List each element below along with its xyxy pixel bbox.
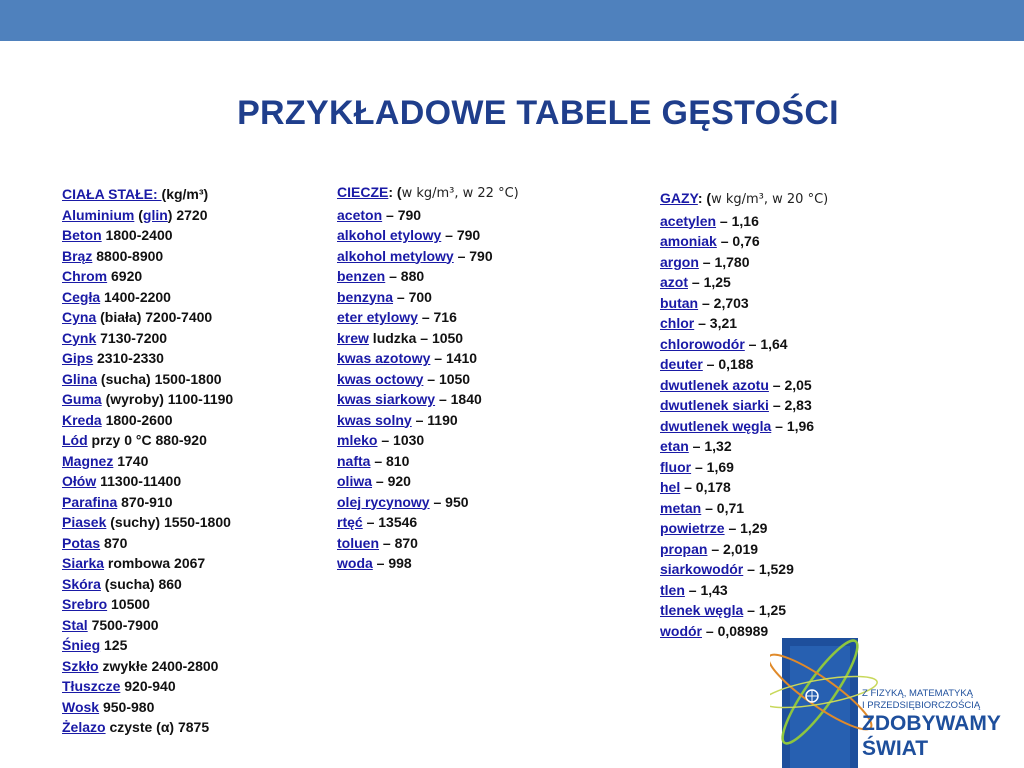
solid-item-link[interactable]: Potas (62, 534, 101, 551)
gas-item-link[interactable]: siarkowodór (660, 561, 744, 577)
solid-item-row (62, 676, 233, 697)
solid-item-row (62, 553, 233, 574)
liquid-item-row (337, 553, 519, 574)
solid-item-value: 2310-2330 (93, 350, 164, 366)
solid-item-value: 1800-2600 (101, 411, 173, 428)
liquid-item-row (337, 512, 519, 533)
solid-item-link[interactable]: Skóra (62, 575, 101, 592)
solid-item-value: 1400-2200 (100, 288, 171, 305)
liquid-item-row (337, 471, 519, 492)
gases-header-link[interactable]: GAZY (660, 190, 698, 206)
solid-item-link[interactable]: Glina (62, 370, 98, 387)
gas-item-value: – 1,69 (691, 458, 734, 475)
gas-item-value: – 0,08989 (702, 622, 769, 639)
liquid-item-row (337, 533, 519, 554)
liquid-item-value: – 950 (429, 493, 469, 510)
liquid-item-value: – 790 (382, 206, 422, 223)
gas-item-value: – 0,71 (701, 499, 745, 516)
liquids-header-link[interactable]: CIECZE (337, 184, 389, 200)
liquid-item-row (337, 389, 519, 410)
solid-item-link-secondary[interactable]: glin (142, 206, 168, 223)
gas-item-link[interactable]: argon (660, 253, 699, 270)
liquid-item-value: – 790 (441, 227, 481, 243)
gas-item-value: – 2,703 (698, 294, 749, 311)
solid-item-link[interactable]: Ołów (62, 473, 97, 489)
liquid-item-value: – 716 (417, 309, 457, 325)
solid-item-link[interactable]: Chrom (62, 268, 108, 284)
solid-item-row (62, 328, 233, 349)
solid-item-value: 870 (100, 534, 128, 551)
liquid-item-value: – 1050 (423, 370, 471, 387)
liquid-item-row (337, 369, 519, 390)
liquid-item-value: – 998 (372, 555, 412, 571)
solid-item-link[interactable]: Stal (62, 616, 88, 633)
liquid-item-value: – 1840 (435, 391, 482, 407)
gas-item-value: – 1,32 (688, 438, 732, 454)
page-title: PRZYKŁADOWE TABELE GĘSTOŚCI (237, 94, 839, 132)
gas-item-row (660, 395, 828, 416)
gas-item-link[interactable]: butan (660, 294, 699, 311)
solid-item-value: 7130-7200 (96, 329, 168, 346)
logo-line-1: Z FIZYKĄ, MATEMATYKĄ (862, 688, 974, 699)
liquid-item-link[interactable]: eter etylowy (337, 309, 418, 325)
solid-item-row (62, 533, 233, 554)
liquid-item-row (337, 225, 519, 246)
gas-item-row (660, 334, 828, 355)
solid-item-value: (wyroby) 1100-1190 (101, 391, 234, 407)
gas-item-value: – 1,29 (724, 520, 768, 536)
gases-header (660, 188, 828, 211)
gas-item-row (660, 416, 828, 437)
solid-item-value: ( (134, 206, 143, 223)
gas-item-row (660, 272, 828, 293)
liquid-item-row (337, 266, 519, 287)
gas-item-row (660, 252, 828, 273)
liquid-item-value: – 920 (372, 473, 411, 489)
solid-item-link[interactable]: Aluminium (62, 206, 135, 223)
gas-item-link[interactable]: powietrze (660, 520, 725, 536)
liquid-item-row (337, 410, 519, 431)
solid-item-row (62, 410, 233, 431)
gas-item-row (660, 600, 828, 621)
liquid-item-row (337, 430, 519, 451)
solid-item-row (62, 430, 233, 451)
solid-item-row (62, 574, 233, 595)
solids-header-unit: (kg/m³) (161, 186, 209, 202)
liquid-item-link[interactable]: rtęć (337, 514, 363, 530)
gas-item-row (660, 211, 828, 232)
solid-item-value: (sucha) 1500-1800 (97, 370, 222, 387)
solids-header (62, 184, 233, 205)
liquid-item-link[interactable]: benzen (337, 268, 386, 284)
gases-list (660, 211, 828, 642)
liquid-item-link[interactable]: woda (337, 555, 373, 571)
solid-item-value: (sucha) 860 (100, 575, 182, 592)
solid-item-row (62, 594, 233, 615)
solid-item-row (62, 266, 233, 287)
solid-item-link[interactable]: Szkło (62, 657, 99, 674)
solid-item-value: 870-910 (117, 493, 173, 510)
liquid-item-link[interactable]: kwas azotowy (337, 350, 431, 366)
solid-item-row (62, 471, 233, 492)
solid-item-row (62, 615, 233, 636)
liquids-header (337, 182, 519, 205)
solid-item-row (62, 717, 233, 738)
solid-item-value: rombowa 2067 (104, 555, 206, 571)
solid-item-value: 125 (100, 637, 128, 653)
gas-item-value: – 3,21 (694, 315, 738, 331)
solid-item-link[interactable]: Siarka (62, 555, 105, 571)
solid-item-value: czyste (α) 7875 (105, 719, 210, 735)
solid-item-link[interactable]: Kreda (62, 411, 102, 428)
liquid-item-link[interactable]: toluen (337, 534, 379, 551)
gas-item-link[interactable]: acetylen (660, 212, 717, 229)
liquid-item-row (337, 246, 519, 267)
gas-item-row (660, 539, 828, 560)
gases-header-separator: : ( (697, 190, 712, 206)
logo-line-3: ZDOBYWAMY (862, 712, 1001, 735)
gas-item-row (660, 231, 828, 252)
solid-item-link[interactable]: Śnieg (62, 637, 101, 653)
solid-item-value: 11300-11400 (96, 473, 182, 489)
solid-item-link[interactable]: Żelazo (62, 719, 106, 735)
liquid-item-value: – 790 (453, 247, 493, 264)
solid-item-value-secondary: ) 2720 (167, 206, 208, 223)
liquid-item-row (337, 348, 519, 369)
solid-item-row (62, 205, 233, 226)
gas-item-value: – 1,43 (684, 581, 728, 598)
gas-item-value: – 1,25 (743, 602, 787, 618)
solid-item-row (62, 369, 233, 390)
solid-item-value: 7500-7900 (87, 616, 159, 633)
liquids-header-note: w kg/m³, w 22 °C) (401, 186, 519, 201)
liquid-item-link[interactable]: alkohol etylowy (337, 227, 442, 243)
liquid-item-row (337, 287, 519, 308)
gas-item-link[interactable]: chlor (660, 315, 695, 331)
gas-item-link[interactable]: tlenek węgla (660, 602, 744, 618)
liquid-item-value: – 13546 (362, 514, 418, 530)
liquid-item-link[interactable]: krew (337, 329, 369, 346)
solids-column (62, 184, 233, 738)
gas-item-row (660, 354, 828, 375)
gas-item-row (660, 518, 828, 539)
gas-item-row (660, 477, 828, 498)
zdobywamy-swiat-logo (770, 624, 1024, 768)
solid-item-value: (suchy) 1550-1800 (106, 514, 231, 530)
gas-item-link[interactable]: fluor (660, 458, 692, 475)
liquid-item-value: – 810 (370, 452, 410, 469)
solid-item-link[interactable]: Tłuszcze (62, 678, 121, 694)
liquid-item-link[interactable]: kwas octowy (337, 370, 424, 387)
gas-item-link[interactable]: chlorowodór (660, 335, 745, 352)
liquid-item-row (337, 307, 519, 328)
gas-item-link[interactable]: dwutlenek azotu (660, 376, 769, 393)
gas-item-link[interactable]: dwutlenek węgla (660, 417, 772, 434)
solid-item-row (62, 287, 233, 308)
top-banner (0, 0, 1024, 41)
solid-item-link[interactable]: Srebro (62, 596, 108, 612)
solid-item-value: 1800-2400 (101, 227, 173, 243)
gas-item-row (660, 313, 828, 334)
solid-item-link[interactable]: Beton (62, 227, 102, 243)
gas-item-link[interactable]: hel (660, 479, 681, 495)
liquid-item-link[interactable]: kwas solny (337, 411, 412, 428)
solid-item-link[interactable]: Cyna (62, 309, 97, 325)
liquid-item-link[interactable]: kwas siarkowy (337, 391, 436, 407)
liquid-item-link[interactable]: olej rycynowy (337, 493, 430, 510)
gas-item-link[interactable]: wodór (660, 622, 702, 639)
solid-item-link[interactable]: Wosk (62, 698, 100, 715)
solid-item-row (62, 246, 233, 267)
gas-item-link[interactable]: azot (660, 274, 688, 290)
solid-item-value: 920-940 (120, 678, 176, 694)
liquid-item-value: – 1030 (377, 432, 425, 448)
liquids-column (337, 182, 519, 574)
gas-item-link[interactable]: dwutlenek siarki (660, 397, 769, 413)
liquid-item-link[interactable]: benzyna (337, 288, 394, 305)
solid-item-link[interactable]: Brąz (62, 247, 93, 264)
gas-item-value: – 2,05 (768, 376, 812, 393)
logo-line-4: ŚWIAT (862, 737, 929, 760)
gas-item-value: – 1,25 (688, 274, 731, 290)
liquid-item-link[interactable]: nafta (337, 452, 371, 469)
gas-item-row (660, 498, 828, 519)
gas-item-value: – 0,188 (702, 356, 754, 372)
solid-item-value: 950-980 (99, 698, 155, 715)
gas-item-value: – 1,780 (698, 253, 750, 270)
gas-item-value: – 0,76 (716, 233, 760, 249)
solid-item-row (62, 225, 233, 246)
liquid-item-value: – 880 (385, 268, 425, 284)
solid-item-link[interactable]: Gips (62, 350, 94, 366)
solid-item-link[interactable]: Piasek (62, 514, 107, 530)
gas-item-link[interactable]: metan (660, 499, 702, 516)
solid-item-row (62, 307, 233, 328)
gas-item-value: – 1,96 (771, 417, 815, 434)
solid-item-row (62, 656, 233, 677)
solid-item-value: (biała) 7200-7400 (96, 309, 213, 325)
gas-item-link[interactable]: tlen (660, 581, 685, 598)
liquids-list (337, 205, 519, 574)
solids-list (62, 205, 233, 738)
liquid-item-link[interactable]: oliwa (337, 473, 373, 489)
solid-item-row (62, 635, 233, 656)
solid-item-row (62, 492, 233, 513)
gas-item-link[interactable]: propan (660, 540, 708, 557)
liquid-item-value: ludzka – 1050 (368, 329, 464, 346)
liquid-item-value: – 1410 (430, 350, 478, 366)
solid-item-link[interactable]: Cynk (62, 329, 97, 346)
logo-line-2: I PRZEDSIĘBIORCZOŚCIĄ (862, 700, 981, 711)
solid-item-value: zwykłe 2400-2800 (98, 657, 219, 674)
gases-column (660, 188, 828, 641)
liquid-item-row (337, 205, 519, 226)
gas-item-row (660, 559, 828, 580)
gas-item-value: – 0,178 (680, 479, 731, 495)
solid-item-link[interactable]: Magnez (62, 452, 114, 469)
gas-item-row (660, 580, 828, 601)
gas-item-value: – 2,83 (768, 397, 812, 413)
solid-item-row (62, 389, 233, 410)
gas-item-value: – 1,16 (716, 212, 759, 229)
liquid-item-link[interactable]: aceton (337, 206, 383, 223)
solid-item-row (62, 451, 233, 472)
solids-header-link[interactable]: CIAŁA STAŁE: (62, 186, 162, 202)
solid-item-value: przy 0 °C 880-920 (87, 432, 207, 448)
solid-item-value: 8800-8900 (92, 247, 164, 264)
liquid-item-row (337, 451, 519, 472)
gas-item-row (660, 293, 828, 314)
gas-item-value: – 1,529 (743, 561, 794, 577)
liquid-item-row (337, 492, 519, 513)
liquid-item-link[interactable]: alkohol metylowy (337, 247, 454, 264)
solid-item-value: 1740 (113, 452, 149, 469)
liquid-item-link[interactable]: mleko (337, 432, 378, 448)
liquids-header-separator: : ( (388, 184, 402, 200)
liquid-item-value: – 1190 (411, 411, 458, 428)
liquid-item-value: – 700 (393, 288, 432, 305)
solid-item-row (62, 512, 233, 533)
solid-item-link[interactable]: Cegła (62, 288, 101, 305)
solid-item-value: 10500 (107, 596, 150, 612)
gas-item-link[interactable]: deuter (660, 356, 703, 372)
gas-item-link[interactable]: amoniak (660, 233, 717, 249)
solid-item-row (62, 697, 233, 718)
gas-item-value: – 2,019 (707, 540, 759, 557)
solid-item-link[interactable]: Guma (62, 391, 102, 407)
gas-item-row (660, 375, 828, 396)
solid-item-link[interactable]: Parafina (62, 493, 118, 510)
liquid-item-value: – 870 (379, 534, 418, 551)
liquid-item-row (337, 328, 519, 349)
gas-item-row (660, 436, 828, 457)
gas-item-value: – 1,64 (744, 335, 788, 352)
gases-header-note: w kg/m³, w 20 °C) (711, 192, 829, 207)
solid-item-value: 6920 (107, 268, 143, 284)
solid-item-link[interactable]: Lód (62, 432, 88, 448)
gas-item-link[interactable]: etan (660, 438, 689, 454)
solid-item-row (62, 348, 233, 369)
gas-item-row (660, 457, 828, 478)
